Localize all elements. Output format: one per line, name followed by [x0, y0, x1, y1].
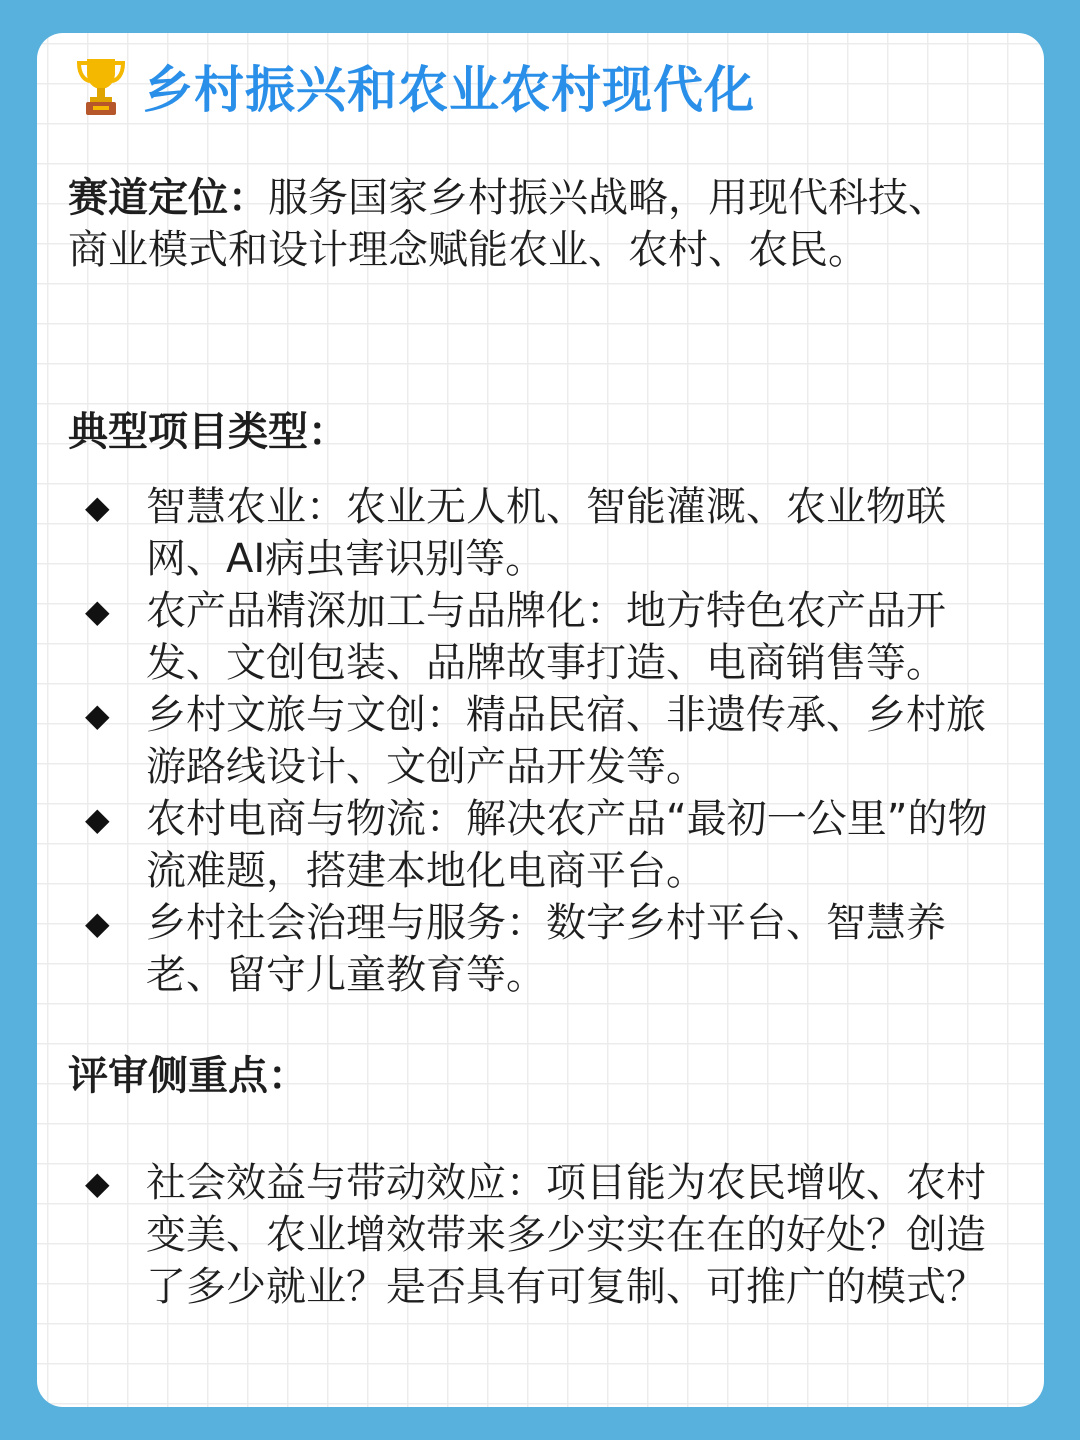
positioning-paragraph [68, 172, 948, 276]
list-item [85, 689, 1017, 793]
diamond-bullet-icon: ◆ [85, 800, 110, 838]
diamond-bullet-icon: ◆ [85, 904, 110, 942]
list-item-text: 农产品精深加工与品牌化：地方特色农产品开发、文创包装、品牌故事打造、电商销售等。 [146, 588, 946, 686]
diamond-bullet-icon: ◆ [85, 592, 110, 630]
list-item-text: 智慧农业：农业无人机、智能灌溉、农业物联网、AI病虫害识别等。 [146, 484, 946, 582]
trophy-icon [75, 55, 127, 117]
title-row [75, 51, 755, 121]
review-focus-heading: 评审侧重点： [68, 1053, 308, 1099]
list-item [85, 481, 1017, 585]
page-title: 乡村振兴和农业农村现代化 [143, 61, 755, 119]
review-focus-list [85, 1157, 1017, 1313]
list-item [85, 585, 1017, 689]
project-types-list [85, 481, 1017, 1001]
diamond-bullet-icon: ◆ [85, 1164, 110, 1202]
list-item-text: 乡村文旅与文创：精品民宿、非遗传承、乡村旅游路线设计、文创产品开发等。 [146, 692, 986, 790]
diamond-bullet-icon: ◆ [85, 488, 110, 526]
positioning-text: 服务国家乡村振兴战略，用现代科技、商业模式和设计理念赋能农业、农村、农民。 [68, 175, 948, 273]
diamond-bullet-icon: ◆ [85, 696, 110, 734]
list-item-text: 农村电商与物流：解决农产品“最初一公里”的物流难题，搭建本地化电商平台。 [146, 796, 988, 894]
positioning-label: 赛道定位： [68, 175, 268, 221]
list-item [85, 897, 1017, 1001]
list-item-text: 乡村社会治理与服务：数字乡村平台、智慧养老、留守儿童教育等。 [146, 900, 946, 998]
list-item-text: 社会效益与带动效应：项目能为农民增收、农村变美、农业增效带来多少实实在在的好处？创造了多少就业？是否具有可复制、可推广的模式？ [146, 1160, 986, 1310]
project-types-heading: 典型项目类型： [68, 409, 348, 455]
list-item [85, 1157, 1017, 1313]
list-item [85, 793, 1017, 897]
content-card [37, 33, 1044, 1407]
